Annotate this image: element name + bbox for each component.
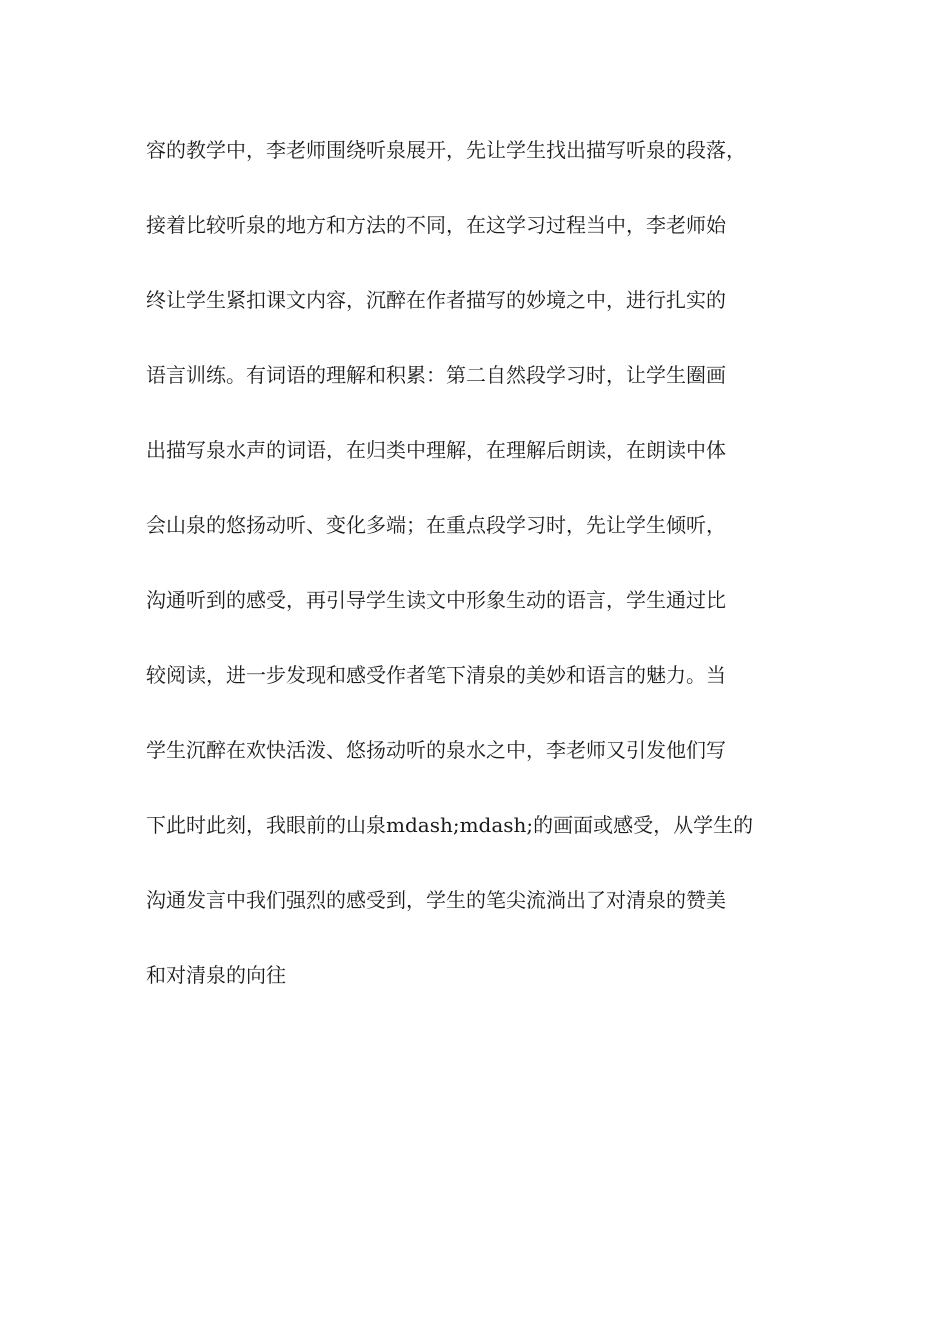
text-line: 学生沉醉在欢快活泼、悠扬动听的泉水之中，李老师又引发他们写	[146, 738, 726, 762]
text-line: 容的教学中，李老师围绕听泉展开，先让学生找出描写听泉的段落，	[146, 138, 746, 162]
text-line: 语言训练。有词语的理解和积累：第二自然段学习时，让学生圈画	[146, 363, 726, 387]
text-line: 终让学生紧扣课文内容，沉醉在作者描写的妙境之中，进行扎实的	[146, 288, 726, 312]
text-line: 出描写泉水声的词语，在归类中理解，在理解后朗读，在朗读中体	[146, 438, 726, 462]
text-line: 沟通听到的感受，再引导学生读文中形象生动的语言，学生通过比	[146, 588, 726, 612]
text-line: 接着比较听泉的地方和方法的不同，在这学习过程当中，李老师始	[146, 213, 726, 237]
body-paragraph	[146, 132, 826, 1032]
text-line: 较阅读，进一步发现和感受作者笔下清泉的美妙和语言的魅力。当	[146, 663, 726, 687]
text-line: 会山泉的悠扬动听、变化多端；在重点段学习时，先让学生倾听，	[146, 513, 726, 537]
text-line: 下此时此刻，我眼前的山泉mdash;mdash;的画面或感受，从学生的	[146, 813, 754, 837]
text-line: 和对清泉的向往	[146, 963, 286, 987]
text-line: 沟通发言中我们强烈的感受到，学生的笔尖流淌出了对清泉的赞美	[146, 888, 726, 912]
